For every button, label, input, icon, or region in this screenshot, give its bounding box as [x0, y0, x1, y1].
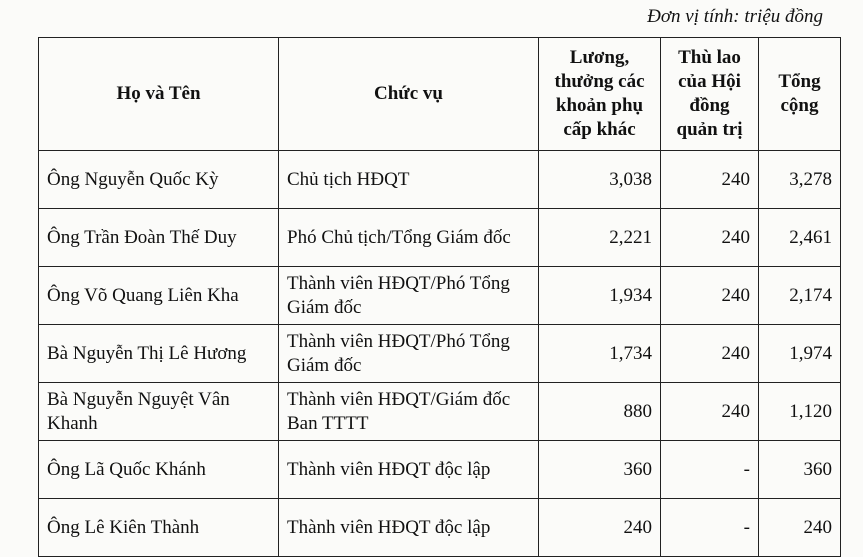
cell-total: 360	[759, 441, 841, 499]
table-row	[39, 325, 841, 383]
header-name: Họ và Tên	[39, 38, 279, 151]
cell-position: Thành viên HĐQT/Phó Tổng Giám đốc	[279, 325, 539, 383]
cell-total: 1,120	[759, 383, 841, 441]
cell-name: Ông Lã Quốc Khánh	[39, 441, 279, 499]
table-row	[39, 151, 841, 209]
table-row	[39, 209, 841, 267]
header-position: Chức vụ	[279, 38, 539, 151]
cell-total: 3,278	[759, 151, 841, 209]
cell-position: Chủ tịch HĐQT	[279, 151, 539, 209]
cell-salary: 240	[539, 499, 661, 557]
cell-board-fee: -	[661, 441, 759, 499]
cell-name: Ông Nguyễn Quốc Kỳ	[39, 151, 279, 209]
table-row	[39, 441, 841, 499]
cell-board-fee: 240	[661, 383, 759, 441]
cell-salary: 2,221	[539, 209, 661, 267]
cell-position: Thành viên HĐQT/Giám đốc Ban TTTT	[279, 383, 539, 441]
cell-salary: 1,934	[539, 267, 661, 325]
table-header-row	[39, 38, 841, 151]
cell-board-fee: 240	[661, 209, 759, 267]
cell-salary: 880	[539, 383, 661, 441]
cell-total: 240	[759, 499, 841, 557]
header-board-fee: Thù lao của Hội đồng quản trị	[661, 38, 759, 151]
table-row	[39, 267, 841, 325]
header-total: Tổng cộng	[759, 38, 841, 151]
cell-board-fee: 240	[661, 151, 759, 209]
cell-board-fee: -	[661, 499, 759, 557]
cell-name: Ông Lê Kiên Thành	[39, 499, 279, 557]
unit-note: Đơn vị tính: triệu đồng	[647, 6, 823, 27]
cell-name: Bà Nguyễn Thị Lê Hương	[39, 325, 279, 383]
cell-position: Thành viên HĐQT độc lập	[279, 499, 539, 557]
cell-total: 2,461	[759, 209, 841, 267]
cell-board-fee: 240	[661, 267, 759, 325]
cell-name: Ông Võ Quang Liên Kha	[39, 267, 279, 325]
cell-position: Phó Chủ tịch/Tổng Giám đốc	[279, 209, 539, 267]
table-row	[39, 383, 841, 441]
cell-salary: 1,734	[539, 325, 661, 383]
compensation-table	[38, 37, 841, 557]
cell-salary: 3,038	[539, 151, 661, 209]
cell-position: Thành viên HĐQT/Phó Tổng Giám đốc	[279, 267, 539, 325]
cell-total: 2,174	[759, 267, 841, 325]
cell-salary: 360	[539, 441, 661, 499]
cell-board-fee: 240	[661, 325, 759, 383]
cell-name: Bà Nguyễn Nguyệt Vân Khanh	[39, 383, 279, 441]
cell-position: Thành viên HĐQT độc lập	[279, 441, 539, 499]
table-row	[39, 499, 841, 557]
header-salary: Lương, thưởng các khoản phụ cấp khác	[539, 38, 661, 151]
cell-total: 1,974	[759, 325, 841, 383]
cell-name: Ông Trần Đoàn Thế Duy	[39, 209, 279, 267]
